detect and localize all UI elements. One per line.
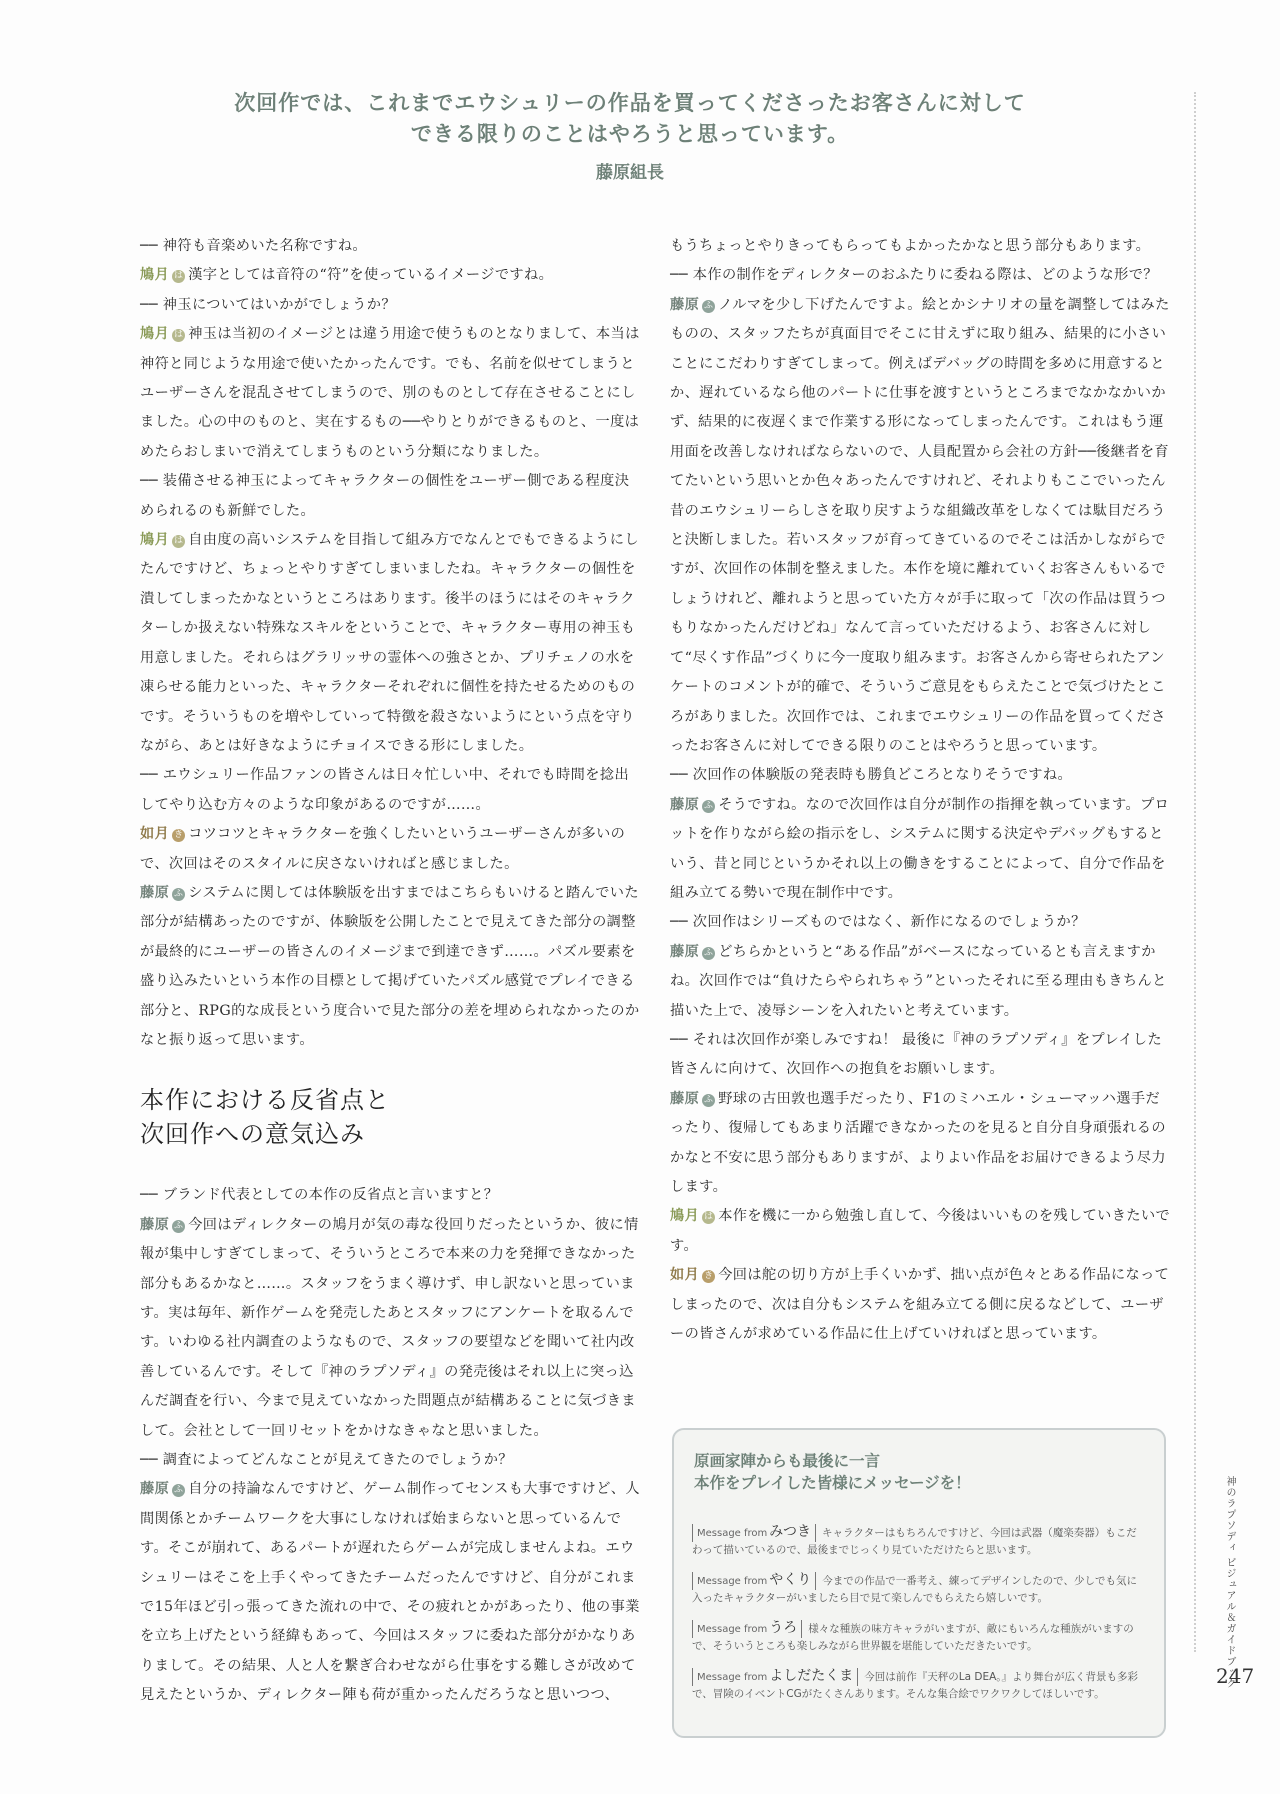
speaker-badge-icon: は bbox=[703, 1212, 714, 1223]
section-heading-line-2: 次回作への意気込み bbox=[140, 1120, 365, 1149]
question-paragraph bbox=[140, 1446, 640, 1475]
speaker-name: 藤原 bbox=[670, 943, 700, 960]
speaker-badge-icon: き bbox=[703, 1271, 714, 1282]
speaker-name: 藤原 bbox=[670, 1090, 700, 1107]
question-paragraph bbox=[670, 761, 1173, 790]
speaker-badge-icon: ふ bbox=[703, 947, 714, 958]
interview-part-2 bbox=[140, 1181, 640, 1710]
paragraph-text: コツコツとキャラクターを強くしたいというユーザーさんが多いので、次回はそのスタイルに戻さないければと感じました。 bbox=[140, 826, 626, 872]
question-paragraph bbox=[670, 232, 1173, 261]
speaker-name: 如月 bbox=[140, 826, 170, 843]
paragraph-text: そうですね。なので次回作は自分が制作の指揮を執っています。プロットを作りながら絵の指示をし、システムに関する決定やデバッグもするという、昔と同じというかそれ以上の働きをすることによって、自分で作品を組み立てる勢いで現在制作中です。 bbox=[670, 796, 1170, 901]
message-box-title-line-2: 本作をプレイした皆様にメッセージを！ bbox=[694, 1474, 971, 1492]
section-heading-line-1: 本作における反省点と bbox=[140, 1086, 390, 1115]
message-text: 今までの作品で一番考え、練ってデザインしたので、少しでも気に入ったキャラクターがいましたら目で見て楽しんでもらえたら嬉しいです。 bbox=[692, 1575, 1137, 1604]
artist-name: うろ bbox=[769, 1620, 798, 1636]
paragraph-text: ── エウシュリー作品ファンの皆さんは日々忙しい中、それでも時間を捻出してやり込む方々のような印象があるのですが……。 bbox=[140, 767, 630, 813]
paragraph-text: ── 本作の制作をディレクターのおふたりに委ねる際は、どのような形で？ bbox=[670, 267, 1158, 284]
artist-name: よしだたくま bbox=[769, 1668, 854, 1684]
message-list bbox=[674, 1524, 1164, 1702]
pull-quote bbox=[150, 88, 1110, 183]
speaker-name: 藤原 bbox=[670, 296, 700, 313]
message-from-tag bbox=[692, 1524, 816, 1542]
paragraph-text: 本作を機に一から勉強し直して、今後はいいものを残していきたいです。 bbox=[670, 1208, 1171, 1254]
artist-message bbox=[692, 1524, 1146, 1558]
paragraph-text: ── 神符も音楽めいた名称ですね。 bbox=[140, 238, 368, 254]
question-paragraph bbox=[140, 232, 640, 261]
question-paragraph bbox=[140, 467, 640, 526]
paragraph-text: ── 次回作の体験版の発表時も勝負どころとなりそうですね。 bbox=[670, 767, 1073, 784]
answer-paragraph bbox=[140, 879, 640, 1055]
message-text: 様々な種族の味方キャラがいますが、敵にもいろんな種族がいますので、そういうところも楽しみながら世界観を堪能していただきたいです。 bbox=[692, 1623, 1134, 1652]
speaker-badge-icon: は bbox=[173, 330, 184, 341]
artist-name: みつき bbox=[769, 1524, 812, 1540]
message-box-title bbox=[694, 1450, 1164, 1494]
message-from-label: Message from bbox=[697, 1576, 768, 1587]
answer-paragraph bbox=[670, 791, 1173, 909]
artist-message bbox=[692, 1572, 1146, 1606]
paragraph-text: ── 神玉についてはいかがでしょうか？ bbox=[140, 296, 396, 313]
paragraph-text: もうちょっとやりきってもらってもよかったかなと思う部分もあります。 bbox=[670, 238, 1151, 254]
answer-paragraph bbox=[670, 1085, 1173, 1203]
paragraph-text: 自由度の高いシステムを目指して組み方でなんとでもできるようにしたんですけど、ちょっとやりすぎてしまいましたね。キャラクターの個性を潰してしまったかなというところはあります。後半のほうにはそのキャラクターしか扱えない特殊なスキルをということで、キャラクター専用の神玉も用意しました。それらはグラリッサの霊体への強さとか、プリチェノの水を凍らせる能力といった、キャラクターそれぞれに個性を持たせるためのものです。そういうものを増やしていって特徴を殺さないようにという点を守りながら、あとは好きなようにチョイスできる形にしました。 bbox=[140, 532, 639, 754]
speaker-name: 藤原 bbox=[140, 1481, 170, 1498]
artist-message bbox=[692, 1620, 1146, 1654]
speaker-name: 如月 bbox=[670, 1267, 700, 1284]
paragraph-text: ── 調査によってどんなことが見えてきたのでしょうか？ bbox=[140, 1452, 513, 1469]
paragraph-text: ── ブランド代表としての本作の反省点と言いますと？ bbox=[140, 1187, 499, 1204]
answer-paragraph bbox=[670, 1202, 1173, 1261]
paragraph-text: どちらかというと“ある作品”がベースになっているとも言えますかね。次回作では“負けたらやられちゃう”といったそれに至る理由もきちんと描いた上で、凌辱シーンを入れたいと考えています。 bbox=[670, 943, 1167, 1019]
answer-paragraph bbox=[670, 938, 1173, 1026]
answer-paragraph bbox=[140, 526, 640, 761]
message-text: キャラクターはもちろんですけど、今回は武器（魔楽奏器）もこだわって描いているので、最後までじっくり見ていただけたらと思います。 bbox=[692, 1527, 1137, 1556]
paragraph-text: 今回はディレクターの鳩月が気の毒な役回りだったというか、彼に情報が集中しすぎてしまって、そういうところで本来の力を発揮できなかった部分もあるかなと……。スタッフをうまく導けず、申し訳ないと思っています。実は毎年、新作ゲームを発売したあとスタッフにアンケートを取るんです。いわゆる社内調査のようなもので、スタッフの要望などを聞いて社内改善しているんです。そして『神のラプソディ』の発売後はそれ以上に突っ込んだ調査を行い、今まで見えていなかった問題点が結構あることに気づきまして。会社として一回リセットをかけなきゃなと思いました。 bbox=[140, 1216, 639, 1439]
message-box-title-line-1: 原画家陣からも最後に一言 bbox=[694, 1452, 881, 1470]
speaker-badge-icon: き bbox=[173, 830, 184, 841]
paragraph-text: 神玉は当初のイメージとは違う用途で使うものとなりまして、本当は神符と同じような用途で使いたかったんです。でも、名前を似せてしまうとユーザーさんを混乱させてしまうので、別のものとして存在させることにしました。心の中のものと、実在するもの──やりとりができるものと、一度はめたらおしまいで消えてしまうものという分類になりました。 bbox=[140, 326, 640, 460]
speaker-badge-icon: ふ bbox=[173, 888, 184, 899]
dotted-divider bbox=[1194, 92, 1196, 1652]
speaker-name: 鳩月 bbox=[140, 532, 170, 549]
message-from-label: Message from bbox=[697, 1528, 768, 1539]
answer-paragraph bbox=[140, 261, 640, 290]
paragraph-text: システムに関しては体験版を出すまではこちらもいけると踏んでいた部分が結構あったのですが、体験版を公開したことで見えてきた部分の調整が最終的にユーザーの皆さんのイメージまで到達できず……。パズル要素を盛り込みたいという本作の目標として掲げていたパズル感覚でプレイできる部分と、RPG的な成長という度合いで見た部分の差を埋められなかったのかなと振り返って思います。 bbox=[140, 884, 640, 1048]
answer-paragraph bbox=[140, 1211, 640, 1446]
left-column bbox=[140, 232, 640, 1711]
speaker-badge-icon: ふ bbox=[703, 300, 714, 311]
pull-quote-speaker: 藤原組長 bbox=[596, 163, 664, 183]
artist-name: やくり bbox=[769, 1572, 812, 1588]
speaker-badge-icon: ふ bbox=[703, 800, 714, 811]
speaker-name: 藤原 bbox=[140, 884, 170, 901]
page-number: 247 bbox=[1216, 1664, 1255, 1688]
question-paragraph bbox=[140, 291, 640, 320]
message-from-tag bbox=[692, 1572, 816, 1590]
speaker-name: 藤原 bbox=[670, 796, 700, 813]
artist-message bbox=[692, 1668, 1146, 1702]
message-from-label: Message from bbox=[697, 1672, 768, 1683]
book-title-vertical: 神のラプソディ ビジュアル＆ガイドブック bbox=[1224, 1476, 1235, 1690]
pull-quote-line-1: 次回作では、これまでエウシュリーの作品を買ってくださったお客さんに対して bbox=[234, 91, 1026, 115]
speaker-badge-icon: ふ bbox=[173, 1220, 184, 1231]
right-column bbox=[670, 232, 1173, 1349]
answer-paragraph bbox=[670, 291, 1173, 762]
paragraph-text: ── それは次回作が楽しみですね！ 最後に『神のラプソディ』をプレイした皆さんに向けて、次回作への抱負をお願いします。 bbox=[670, 1031, 1163, 1078]
question-paragraph bbox=[670, 1026, 1173, 1085]
answer-paragraph bbox=[140, 1475, 640, 1710]
speaker-name: 鳩月 bbox=[140, 326, 170, 343]
message-from-tag bbox=[692, 1620, 802, 1638]
answer-paragraph bbox=[670, 1261, 1173, 1349]
paragraph-text: 野球の古田敦也選手だったり、F1のミハエル・シューマッハ選手だったり、復帰してもあまり活躍できなかったのを見ると自分自身頑張れるのかなと不安に思う部分もありますが、よりよい作品をお届けできるよう尽力します。 bbox=[670, 1090, 1166, 1195]
question-paragraph bbox=[140, 761, 640, 820]
interview-part-1 bbox=[140, 232, 640, 1055]
paragraph-text: ── 次回作はシリーズものではなく、新作になるのでしょうか？ bbox=[670, 914, 1086, 931]
speaker-badge-icon: ふ bbox=[703, 1094, 714, 1105]
question-paragraph bbox=[670, 908, 1173, 937]
message-from-tag bbox=[692, 1668, 858, 1686]
speaker-name: 鳩月 bbox=[670, 1208, 700, 1225]
question-paragraph bbox=[140, 1181, 640, 1210]
speaker-badge-icon: は bbox=[173, 271, 184, 282]
question-paragraph bbox=[670, 261, 1173, 290]
paragraph-text: ノルマを少し下げたんですよ。絵とかシナリオの量を調整してはみたものの、スタッフたちが真面目でそこに甘えずに取り組み、結果的に小さいことにこだわりすぎてしまって。例えばデバッグの時間を多めに用意するとか、遅れているなら他のパートに仕事を渡すというところまでなかなかいかず、結果的に夜遅くまで作業する形になってしまったんです。これはもう運用面を改善しなければならないので、人員配置から会社の方針──後継者を育てたいという思いとか色々あったんですけれど、それよりもここでいったん昔のエウシュリーらしさを取り戻すような組織改革をしなくては駄目だろうと決断しました。若いスタッフが育ってきているのでそこは活かしながらですが、次回作の体制を整えました。本作を境に離れていくお客さんもいるでしょうけれど、離れようと思っていた方々が手に取って「次の作品は買うつもりなかったんだけどね」なんて言っていただけるよう、お客さんに対して“尽くす作品”づくりに今一度取り組みます。お客さんから寄せられたアンケートのコメントが的確で、そういうご意見をもらえたことで気づけたところがありました。次回作では、これまでエウシュリーの作品を買ってくださったお客さんに対してできる限りのことはやろうと思っています。 bbox=[670, 296, 1170, 754]
section-heading bbox=[140, 1083, 640, 1151]
speaker-name: 鳩月 bbox=[140, 267, 170, 284]
answer-paragraph bbox=[140, 320, 640, 467]
paragraph-text: 自分の持論なんですけど、ゲーム制作ってセンスも大事ですけど、人間関係とかチームワークを大事にしなければ始まらないと思っているんです。そこが崩れて、あるパートが遅れたらゲームが完成しませんよね。エウシュリーはそこを上手くやってきたチームだったんですけど、自分がこれまで15年ほど引っ張ってきた流れの中で、その疲れとかがあったり、他の事業を立ち上げたという経緯もあって、今回はスタッフに委ねた部分がかなりありまして。その結果、人と人を繋ぎ合わせながら仕事をする難しさが改めて見えたというか、ディレクター陣も荷が重かったんだろうなと思いつつ、 bbox=[140, 1481, 640, 1704]
paragraph-text: 今回は舵の切り方が上手くいかず、拙い点が色々とある作品になってしまったので、次は自分もシステムを組み立てる側に戻るなどして、ユーザーの皆さんが求めている作品に仕上げていければと思っています。 bbox=[670, 1267, 1170, 1343]
paragraph-text: 漢字としては音符の“符”を使っているイメージですね。 bbox=[188, 267, 554, 284]
speaker-name: 藤原 bbox=[140, 1216, 170, 1233]
speaker-badge-icon: ふ bbox=[173, 1485, 184, 1496]
paragraph-text: ── 装備させる神玉によってキャラクターの個性をユーザー側である程度決められるのも新鮮でした。 bbox=[140, 473, 630, 519]
message-text: 今回は前作『天秤のLa DEA。』より舞台が広く背景も多彩で、冒険のイベントCGがたくさんあります。そんな集合絵でワクワクしてほしいです。 bbox=[692, 1671, 1139, 1700]
message-from-label: Message from bbox=[697, 1624, 768, 1635]
answer-paragraph bbox=[140, 820, 640, 879]
speaker-badge-icon: は bbox=[173, 536, 184, 547]
pull-quote-line-2: できる限りのことはやろうと思っています。 bbox=[410, 122, 850, 146]
artist-message-box bbox=[672, 1428, 1166, 1738]
